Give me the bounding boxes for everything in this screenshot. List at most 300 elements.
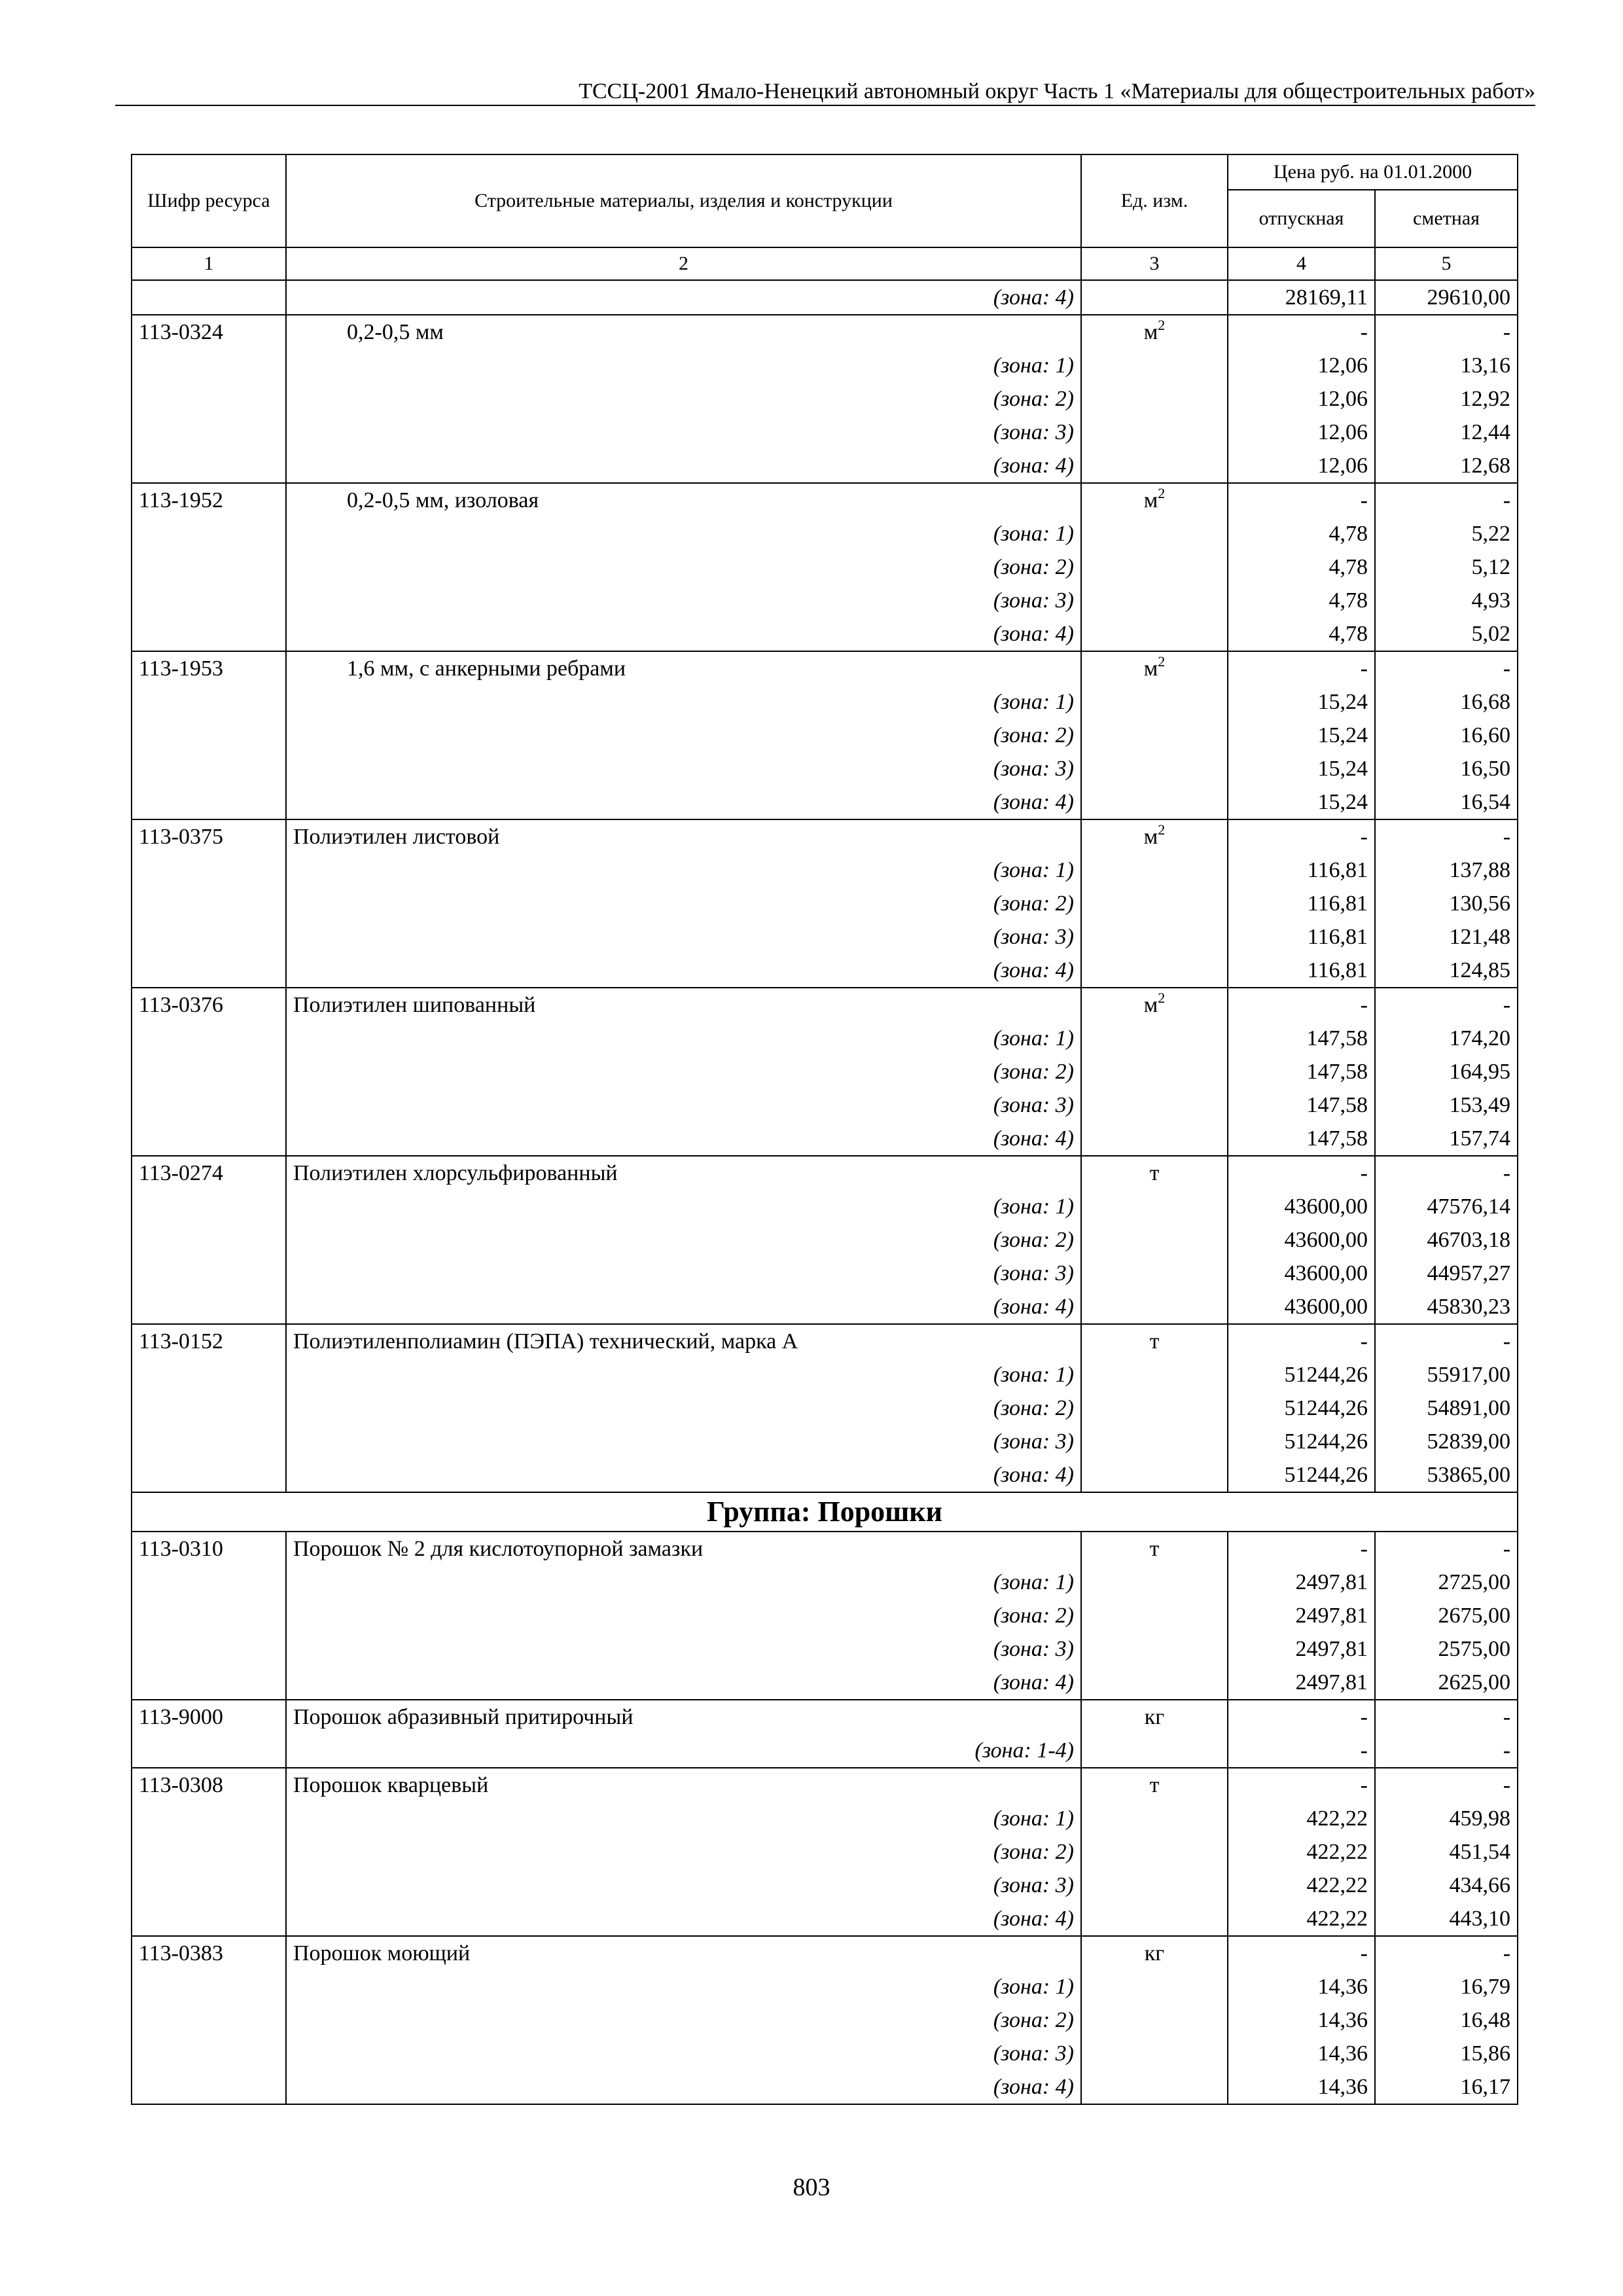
- table-row: [132, 988, 1518, 1022]
- cell-release-price: 15,24: [1228, 719, 1375, 752]
- cell-code: [132, 887, 286, 920]
- unit-text: м: [1143, 488, 1158, 512]
- cell-code: [132, 1869, 286, 1902]
- cell-unit: [1081, 1700, 1228, 1734]
- zone-row: [132, 349, 1518, 382]
- cell-release-price: -: [1228, 1768, 1375, 1802]
- cell-code: 113-0376: [132, 988, 286, 1022]
- cell-estimate-price: 153,49: [1375, 1088, 1518, 1122]
- zone-row: [132, 887, 1518, 920]
- cell-unit: [1081, 315, 1228, 349]
- cell-estimate-price: 29610,00: [1375, 280, 1518, 315]
- cell-release-price: -: [1228, 1532, 1375, 1566]
- column-number: 5: [1375, 247, 1518, 280]
- cell-zone: (зона: 4): [286, 1458, 1081, 1492]
- cell-estimate-price: -: [1375, 1936, 1518, 1970]
- zone-row: [132, 1869, 1518, 1902]
- cell-code: [132, 382, 286, 416]
- cell-estimate-price: 164,95: [1375, 1055, 1518, 1088]
- cell-zone: (зона: 4): [286, 449, 1081, 483]
- zone-row: [132, 1190, 1518, 1223]
- cell-unit: [1081, 785, 1228, 819]
- cell-unit: [1081, 1156, 1228, 1190]
- cell-estimate-price: 443,10: [1375, 1902, 1518, 1936]
- header-divider: [115, 105, 1535, 106]
- group-heading: Группа: Порошки: [132, 1492, 1518, 1532]
- cell-release-price: 422,22: [1228, 1835, 1375, 1869]
- cell-code: [132, 1290, 286, 1324]
- table-row: [132, 1532, 1518, 1566]
- cell-unit: [1081, 1632, 1228, 1666]
- column-header-unit: Ед. изм.: [1081, 154, 1228, 247]
- cell-release-price: 15,24: [1228, 685, 1375, 719]
- cell-release-price: 43600,00: [1228, 1257, 1375, 1290]
- cell-unit: [1081, 449, 1228, 483]
- zone-row: [132, 449, 1518, 483]
- cell-unit: [1081, 1022, 1228, 1055]
- zone-row: [132, 1223, 1518, 1257]
- zone-row: [132, 2037, 1518, 2070]
- cell-code: [132, 719, 286, 752]
- zone-row: [132, 1835, 1518, 1869]
- cell-release-price: 147,58: [1228, 1055, 1375, 1088]
- zone-row: [132, 752, 1518, 785]
- unit-text: м: [1143, 656, 1158, 681]
- cell-code: [132, 685, 286, 719]
- cell-zone: (зона: 4): [286, 280, 1081, 315]
- unit-superscript: 2: [1158, 821, 1166, 838]
- cell-unit: [1081, 1734, 1228, 1768]
- cell-release-price: 12,06: [1228, 416, 1375, 449]
- zone-row: [132, 719, 1518, 752]
- cell-release-price: 422,22: [1228, 1802, 1375, 1835]
- cell-estimate-price: 12,44: [1375, 416, 1518, 449]
- cell-release-price: 14,36: [1228, 2070, 1375, 2104]
- cell-unit: [1081, 1088, 1228, 1122]
- cell-code: 113-0152: [132, 1324, 286, 1358]
- unit-superscript: 2: [1158, 990, 1166, 1006]
- cell-estimate-price: 5,12: [1375, 550, 1518, 584]
- zone-row: [132, 920, 1518, 954]
- cell-release-price: -: [1228, 651, 1375, 685]
- zone-row: [132, 1425, 1518, 1458]
- table-body: [132, 280, 1518, 2104]
- cell-estimate-price: 16,48: [1375, 2003, 1518, 2037]
- cell-code: [132, 416, 286, 449]
- zone-row: [132, 853, 1518, 887]
- cell-zone: (зона: 4): [286, 1902, 1081, 1936]
- zone-row: [132, 617, 1518, 651]
- cell-code: [132, 1802, 286, 1835]
- cell-release-price: 51244,26: [1228, 1391, 1375, 1425]
- column-number: 4: [1228, 247, 1375, 280]
- cell-unit: [1081, 1566, 1228, 1599]
- cell-estimate-price: 55917,00: [1375, 1358, 1518, 1391]
- cell-code: [132, 1835, 286, 1869]
- cell-unit: [1081, 853, 1228, 887]
- cell-estimate-price: 13,16: [1375, 349, 1518, 382]
- unit-superscript: 2: [1158, 653, 1166, 670]
- cell-release-price: 43600,00: [1228, 1223, 1375, 1257]
- cell-release-price: 422,22: [1228, 1869, 1375, 1902]
- column-header-price-group: Цена руб. на 01.01.2000: [1228, 154, 1518, 190]
- zone-row: [132, 2003, 1518, 2037]
- cell-zone: (зона: 3): [993, 1261, 1074, 1285]
- cell-code: [132, 1223, 286, 1257]
- cell-release-price: 51244,26: [1228, 1458, 1375, 1492]
- table-row: [132, 1700, 1518, 1734]
- cell-release-price: 147,58: [1228, 1022, 1375, 1055]
- cell-code: [132, 550, 286, 584]
- cell-unit: [1081, 1290, 1228, 1324]
- cell-estimate-price: 16,50: [1375, 752, 1518, 785]
- cell-code: [132, 584, 286, 617]
- cell-estimate-price: 157,74: [1375, 1122, 1518, 1156]
- cell-release-price: 43600,00: [1228, 1290, 1375, 1324]
- cell-zone: (зона: 3): [993, 925, 1074, 949]
- cell-zone: (зона: 4): [286, 617, 1081, 651]
- cell-code: [132, 1122, 286, 1156]
- cell-zone: (зона: 1): [993, 1363, 1074, 1387]
- zone-row: [132, 1122, 1518, 1156]
- unit-text: м: [1143, 320, 1158, 344]
- cell-code: [132, 1458, 286, 1492]
- cell-unit: [1081, 1532, 1228, 1566]
- zone-row: [132, 1290, 1518, 1324]
- carry-over-row: [132, 280, 1518, 315]
- cell-name: 0,2-0,5 мм, изоловая: [286, 483, 1081, 517]
- cell-estimate-price: 16,79: [1375, 1970, 1518, 2003]
- unit-text: кг: [1144, 1705, 1165, 1729]
- cell-release-price: -: [1228, 1936, 1375, 1970]
- cell-unit: [1081, 280, 1228, 315]
- cell-unit: [1081, 988, 1228, 1022]
- cell-unit: [1081, 1425, 1228, 1458]
- cell-estimate-price: 44957,27: [1375, 1257, 1518, 1290]
- cell-code: [132, 954, 286, 988]
- cell-estimate-price: -: [1375, 1734, 1518, 1768]
- cell-zone: (зона: 4): [286, 1122, 1081, 1156]
- cell-zone: (зона: 3): [993, 1429, 1074, 1454]
- cell-unit: [1081, 954, 1228, 988]
- zone-row: [132, 1055, 1518, 1088]
- cell-zone: (зона: 2): [993, 387, 1074, 411]
- cell-estimate-price: 16,68: [1375, 685, 1518, 719]
- cell-release-price: 2497,81: [1228, 1632, 1375, 1666]
- cell-code: 113-1952: [132, 483, 286, 517]
- table-header: [132, 154, 1518, 280]
- zone-row: [132, 1666, 1518, 1700]
- cell-estimate-price: 451,54: [1375, 1835, 1518, 1869]
- cell-code: [132, 1902, 286, 1936]
- cell-release-price: 4,78: [1228, 517, 1375, 550]
- cell-zone: (зона: 3): [993, 1637, 1074, 1661]
- cell-code: [132, 517, 286, 550]
- cell-name: Полиэтилен листовой: [286, 819, 1081, 853]
- cell-estimate-price: -: [1375, 1532, 1518, 1566]
- cell-zone: (зона: 1): [993, 522, 1074, 546]
- cell-unit: [1081, 719, 1228, 752]
- cell-estimate-price: 2575,00: [1375, 1632, 1518, 1666]
- cell-release-price: -: [1228, 1156, 1375, 1190]
- cell-zone: (зона: 3): [993, 588, 1074, 613]
- cell-estimate-price: 174,20: [1375, 1022, 1518, 1055]
- price-table: [131, 154, 1518, 2105]
- unit-text: т: [1149, 1773, 1160, 1797]
- cell-unit: [1081, 349, 1228, 382]
- cell-zone: (зона: 1): [993, 353, 1074, 378]
- cell-unit: [1081, 1835, 1228, 1869]
- cell-unit: [1081, 416, 1228, 449]
- cell-estimate-price: 121,48: [1375, 920, 1518, 954]
- cell-code: [132, 280, 286, 315]
- cell-zone: (зона: 1-4): [286, 1734, 1081, 1768]
- cell-estimate-price: 15,86: [1375, 2037, 1518, 2070]
- cell-zone: (зона: 1): [993, 690, 1074, 714]
- cell-unit: [1081, 1666, 1228, 1700]
- cell-estimate-price: 130,56: [1375, 887, 1518, 920]
- cell-name: 1,6 мм, с анкерными ребрами: [286, 651, 1081, 685]
- cell-release-price: -: [1228, 819, 1375, 853]
- cell-release-price: 4,78: [1228, 617, 1375, 651]
- cell-release-price: 14,36: [1228, 2037, 1375, 2070]
- cell-code: [132, 2037, 286, 2070]
- cell-code: [132, 1088, 286, 1122]
- zone-row: [132, 517, 1518, 550]
- cell-release-price: 12,06: [1228, 349, 1375, 382]
- cell-release-price: 116,81: [1228, 954, 1375, 988]
- cell-zone: (зона: 3): [993, 2041, 1074, 2066]
- cell-zone: (зона: 2): [993, 555, 1074, 579]
- table-row: [132, 819, 1518, 853]
- zone-row: [132, 1358, 1518, 1391]
- column-number: 3: [1081, 247, 1228, 280]
- cell-release-price: 4,78: [1228, 584, 1375, 617]
- cell-release-price: 51244,26: [1228, 1358, 1375, 1391]
- cell-code: [132, 1257, 286, 1290]
- cell-code: [132, 1022, 286, 1055]
- cell-name: Полиэтилен шипованный: [286, 988, 1081, 1022]
- column-number: 1: [132, 247, 286, 280]
- cell-unit: [1081, 752, 1228, 785]
- zone-row: [132, 785, 1518, 819]
- zone-row: [132, 1902, 1518, 1936]
- cell-unit: [1081, 1768, 1228, 1802]
- cell-release-price: -: [1228, 1324, 1375, 1358]
- unit-text: кг: [1144, 1941, 1165, 1965]
- cell-code: [132, 449, 286, 483]
- column-header-estimate: сметная: [1375, 190, 1518, 247]
- cell-unit: [1081, 1223, 1228, 1257]
- cell-zone: (зона: 3): [993, 757, 1074, 781]
- cell-unit: [1081, 1936, 1228, 1970]
- cell-code: 113-9000: [132, 1700, 286, 1734]
- cell-estimate-price: 53865,00: [1375, 1458, 1518, 1492]
- cell-unit: [1081, 1358, 1228, 1391]
- zone-row: [132, 382, 1518, 416]
- cell-release-price: -: [1228, 483, 1375, 517]
- cell-zone: (зона: 2): [993, 2008, 1074, 2032]
- cell-zone: (зона: 4): [286, 785, 1081, 819]
- zone-row: [132, 1257, 1518, 1290]
- cell-release-price: 2497,81: [1228, 1599, 1375, 1632]
- cell-release-price: 12,06: [1228, 382, 1375, 416]
- cell-code: 113-0383: [132, 1936, 286, 1970]
- cell-estimate-price: 5,22: [1375, 517, 1518, 550]
- cell-zone: (зона: 4): [286, 954, 1081, 988]
- cell-release-price: 15,24: [1228, 752, 1375, 785]
- cell-zone: (зона: 4): [286, 2070, 1081, 2104]
- cell-estimate-price: 434,66: [1375, 1869, 1518, 1902]
- unit-text: м: [1143, 825, 1158, 849]
- column-number: 2: [286, 247, 1081, 280]
- cell-release-price: 12,06: [1228, 449, 1375, 483]
- cell-unit: [1081, 2070, 1228, 2104]
- zone-row: [132, 685, 1518, 719]
- cell-code: [132, 920, 286, 954]
- table-row: [132, 483, 1518, 517]
- cell-zone: (зона: 1): [993, 1975, 1074, 1999]
- cell-unit: [1081, 1802, 1228, 1835]
- cell-estimate-price: 16,60: [1375, 719, 1518, 752]
- cell-estimate-price: 12,68: [1375, 449, 1518, 483]
- column-header-code: Шифр ресурса: [132, 154, 286, 247]
- cell-release-price: 422,22: [1228, 1902, 1375, 1936]
- table-row: [132, 1768, 1518, 1802]
- cell-name: Порошок № 2 для кислотоупорной замазки: [286, 1532, 1081, 1566]
- cell-release-price: 51244,26: [1228, 1425, 1375, 1458]
- cell-estimate-price: 52839,00: [1375, 1425, 1518, 1458]
- column-header-release: отпускная: [1228, 190, 1375, 247]
- cell-estimate-price: 459,98: [1375, 1802, 1518, 1835]
- unit-text: м: [1143, 993, 1158, 1017]
- unit-text: т: [1149, 1537, 1160, 1561]
- cell-name: Полиэтилен хлорсульфированный: [286, 1156, 1081, 1190]
- cell-zone: (зона: 3): [993, 420, 1074, 444]
- cell-release-price: 28169,11: [1228, 280, 1375, 315]
- cell-code: [132, 349, 286, 382]
- cell-unit: [1081, 1257, 1228, 1290]
- table-row: [132, 651, 1518, 685]
- table-row: [132, 1324, 1518, 1358]
- cell-estimate-price: 46703,18: [1375, 1223, 1518, 1257]
- cell-release-price: -: [1228, 988, 1375, 1022]
- cell-unit: [1081, 819, 1228, 853]
- cell-code: [132, 2003, 286, 2037]
- unit-superscript: 2: [1158, 485, 1166, 501]
- cell-unit: [1081, 1055, 1228, 1088]
- cell-unit: [1081, 1869, 1228, 1902]
- zone-row: [132, 550, 1518, 584]
- zone-row: [132, 1734, 1518, 1768]
- zone-row: [132, 1566, 1518, 1599]
- column-header-name: Строительные материалы, изделия и конструкции: [286, 154, 1081, 247]
- cell-estimate-price: -: [1375, 819, 1518, 853]
- cell-unit: [1081, 2003, 1228, 2037]
- cell-estimate-price: 16,17: [1375, 2070, 1518, 2104]
- cell-zone: (зона: 1): [993, 1194, 1074, 1219]
- zone-row: [132, 1632, 1518, 1666]
- column-number-row: [132, 247, 1518, 280]
- cell-zone: (зона: 2): [993, 1060, 1074, 1084]
- cell-name: Полиэтиленполиамин (ПЭПА) технический, марка А: [286, 1324, 1081, 1358]
- cell-release-price: 116,81: [1228, 887, 1375, 920]
- cell-release-price: 14,36: [1228, 2003, 1375, 2037]
- page-number: 803: [793, 2174, 830, 2201]
- cell-unit: [1081, 1190, 1228, 1223]
- cell-estimate-price: 5,02: [1375, 617, 1518, 651]
- cell-unit: [1081, 517, 1228, 550]
- cell-estimate-price: 45830,23: [1375, 1290, 1518, 1324]
- cell-code: [132, 617, 286, 651]
- table-row: [132, 1156, 1518, 1190]
- cell-code: [132, 1566, 286, 1599]
- cell-estimate-price: 12,92: [1375, 382, 1518, 416]
- cell-code: [132, 1970, 286, 2003]
- cell-zone: (зона: 4): [286, 1666, 1081, 1700]
- cell-unit: [1081, 1970, 1228, 2003]
- cell-release-price: 43600,00: [1228, 1190, 1375, 1223]
- cell-estimate-price: -: [1375, 315, 1518, 349]
- zone-row: [132, 584, 1518, 617]
- cell-unit: [1081, 550, 1228, 584]
- zone-row: [132, 1022, 1518, 1055]
- cell-estimate-price: 54891,00: [1375, 1391, 1518, 1425]
- zone-row: [132, 954, 1518, 988]
- cell-estimate-price: 137,88: [1375, 853, 1518, 887]
- cell-estimate-price: 124,85: [1375, 954, 1518, 988]
- cell-estimate-price: -: [1375, 988, 1518, 1022]
- cell-release-price: 4,78: [1228, 550, 1375, 584]
- cell-release-price: 116,81: [1228, 920, 1375, 954]
- cell-unit: [1081, 1599, 1228, 1632]
- table-row: [132, 1936, 1518, 1970]
- cell-code: 113-1953: [132, 651, 286, 685]
- cell-zone: (зона: 1): [993, 1570, 1074, 1594]
- cell-code: [132, 1190, 286, 1223]
- cell-code: [132, 785, 286, 819]
- cell-unit: [1081, 1902, 1228, 1936]
- cell-estimate-price: -: [1375, 1700, 1518, 1734]
- cell-estimate-price: 4,93: [1375, 584, 1518, 617]
- cell-estimate-price: -: [1375, 1324, 1518, 1358]
- cell-estimate-price: 2675,00: [1375, 1599, 1518, 1632]
- cell-estimate-price: 47576,14: [1375, 1190, 1518, 1223]
- cell-release-price: 2497,81: [1228, 1566, 1375, 1599]
- cell-zone: (зона: 2): [993, 1396, 1074, 1420]
- cell-zone: (зона: 3): [993, 1093, 1074, 1117]
- cell-release-price: 14,36: [1228, 1970, 1375, 2003]
- cell-code: [132, 2070, 286, 2104]
- cell-release-price: 116,81: [1228, 853, 1375, 887]
- cell-zone: (зона: 2): [993, 891, 1074, 916]
- cell-estimate-price: 2725,00: [1375, 1566, 1518, 1599]
- cell-zone: (зона: 2): [993, 723, 1074, 747]
- cell-code: 113-0274: [132, 1156, 286, 1190]
- cell-code: 113-0310: [132, 1532, 286, 1566]
- cell-name: Порошок кварцевый: [286, 1768, 1081, 1802]
- cell-unit: [1081, 1391, 1228, 1425]
- cell-release-price: 147,58: [1228, 1122, 1375, 1156]
- cell-unit: [1081, 2037, 1228, 2070]
- cell-release-price: -: [1228, 1700, 1375, 1734]
- cell-code: 113-0375: [132, 819, 286, 853]
- cell-estimate-price: 2625,00: [1375, 1666, 1518, 1700]
- cell-zone: (зона: 1): [993, 858, 1074, 882]
- cell-release-price: 15,24: [1228, 785, 1375, 819]
- zone-row: [132, 1970, 1518, 2003]
- cell-name: 0,2-0,5 мм: [286, 315, 1081, 349]
